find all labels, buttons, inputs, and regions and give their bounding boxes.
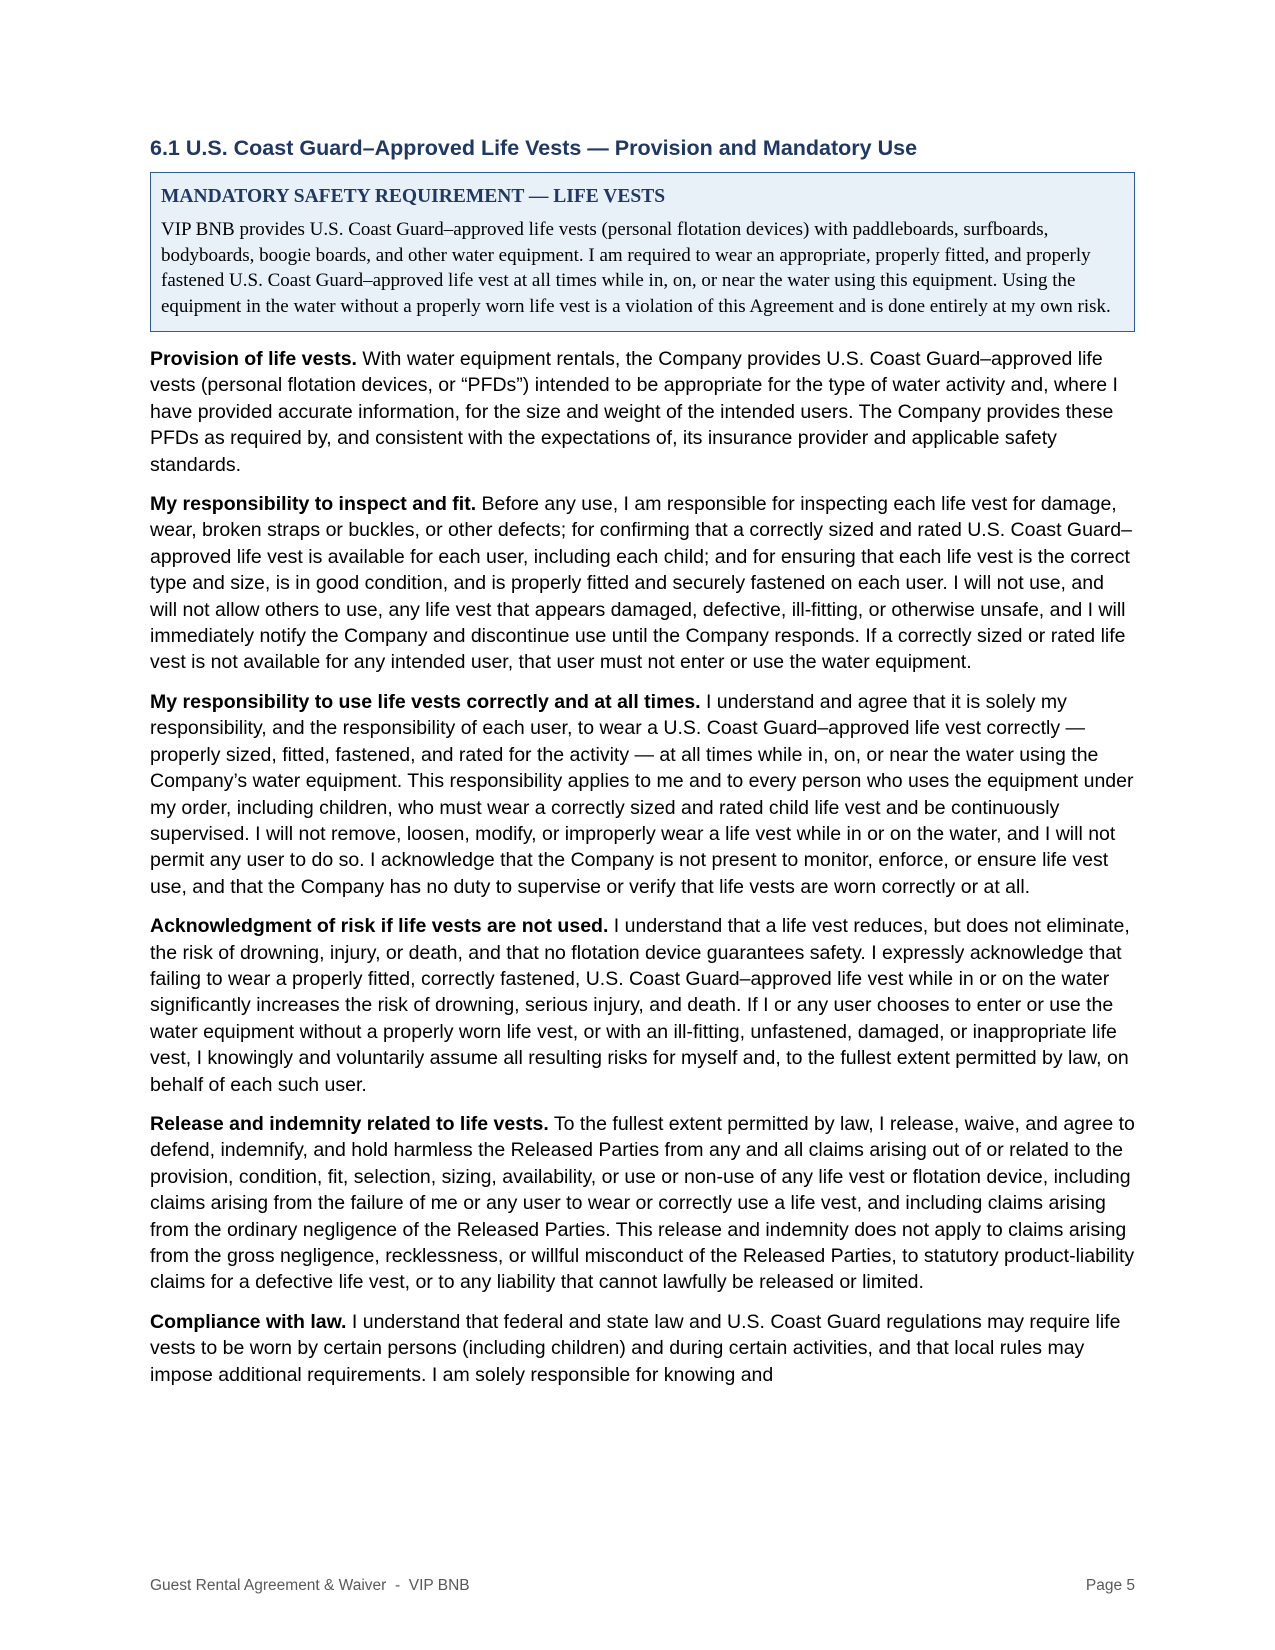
paragraph-use-correctly [150, 689, 1135, 900]
paragraph-lead: Provision of life vests. [150, 348, 357, 370]
paragraph-text: I understand and agree that it is solely my responsibility, and the responsibility of each user, to wear a U.S. Coast Guard–approved life vest correctly — properly sized, fitted, fastened, and rated for the activity — at all times while in, on, or near the water using the Company’s water equipment. This responsibility applies to me and to every person who uses the equipment under my order, including children, who must wear a correctly sized and rated child life vest and be continuously supervised. I will not remove, loosen, modify, or improperly wear a life vest while in or on the water, and I will not permit any user to do so. I acknowledge that the Company is not present to monitor, enforce, or ensure life vest use, and that the Company has no duty to supervise or verify that life vests are worn correctly or at all. [150, 690, 1134, 898]
paragraph-inspect-and-fit [150, 491, 1135, 676]
paragraph-acknowledgment-of-risk [150, 913, 1135, 1098]
footer-page-number: Page 5 [1085, 1577, 1135, 1594]
paragraph-text: To the fullest extent permitted by law, I release, waive, and agree to defend, indemnify, and hold harmless the Released Parties from any and all claims arising out of or related to the provision, condition, fit, selection, sizing, availability, or use or non-use of any life vest or flotation device, including claims arising from the failure of me or any user to wear or correctly use a life vest, and including claims arising from the ordinary negligence of the Released Parties. This release and indemnity does not apply to claims arising from the gross negligence, recklessness, or willful misconduct of the Released Parties, to statutory product-liability claims for a defective life vest, or to any liability that cannot lawfully be released or limited. [150, 1112, 1135, 1294]
paragraph-lead: Compliance with law. [150, 1310, 347, 1333]
page-content [150, 134, 1135, 1388]
paragraph-provision-of-life-vests [150, 346, 1135, 478]
paragraph-lead: Acknowledgment of risk if life vests are not used. [150, 915, 609, 938]
paragraph-release-and-indemnity [150, 1111, 1135, 1296]
paragraph-lead: Release and indemnity related to life vests. [150, 1112, 549, 1135]
paragraph-text: I understand that federal and state law and U.S. Coast Guard regulations may require life vests to be worn by certain persons (including children) and during certain activities, and that local rules may impose additional requirements. I am solely responsible for knowing and [150, 1310, 1121, 1386]
paragraph-text: I understand that a life vest reduces, but does not eliminate, the risk of drowning, injury, or death, and that no flotation device guarantees safety. I expressly acknowledge that failing to wear a properly fitted, correctly fastened, U.S. Coast Guard–approved life vest while in or on the water significantly increases the risk of drowning, serious injury, and death. If I or any user chooses to enter or use the water equipment without a properly worn life vest, or with an ill-fitting, unfastened, damaged, or inappropriate life vest, I knowingly and voluntarily assume all resulting risks for myself and, to the fullest extent permitted by law, on behalf of each such user. [150, 915, 1130, 1096]
callout-text: VIP BNB provides U.S. Coast Guard–approved life vests (personal flotation devices) with paddleboards, surfboards, bodyboards, boogie boards, and other water equipment. I am required to wear an appropriate, properly fitted, and properly fastened U.S. Coast Guard–approved life vest at all times while in, on, or near the water using this equipment. Using the equipment in the water without a properly worn life vest is a violation of this Agreement and is done entirely at my own risk. [161, 219, 1111, 317]
paragraph-text: With water equipment rentals, the Company provides U.S. Coast Guard–approved life vests (personal flotation devices, or “PFDs”) intended to be appropriate for the type of water activity and, where I have provided accurate information, for the size and weight of the intended users. The Company provides these PFDs as required by, and consistent with the expectations of, its insurance provider and applicable safety standards. [150, 348, 1118, 476]
paragraph-lead: My responsibility to inspect and fit. [150, 493, 477, 516]
paragraph-text: Before any use, I am responsible for inspecting each life vest for damage, wear, broken straps or buckles, or other defects; for confirming that a correctly sized and rated U.S. Coast Guard–approved life vest is available for each user, including each child; and for ensuring that each life vest is the correct type and size, is in good condition, and is properly fitted and securely fastened on each user. I will not use, and will not allow others to use, any life vest that appears damaged, defective, ill-fitting, or otherwise unsafe, and I will immediately notify the Company and discontinue use until the Company responds. If a correctly sized or rated life vest is not available for any intended user, that user must not enter or use the water equipment. [150, 493, 1132, 674]
footer-document-title: Guest Rental Agreement & Waiver - VIP BNB [150, 1577, 470, 1594]
safety-callout-box [150, 172, 1135, 332]
paragraph-lead: My responsibility to use life vests correctly and at all times. [150, 690, 701, 713]
paragraph-compliance-with-law [150, 1309, 1135, 1388]
section-heading: 6.1 U.S. Coast Guard–Approved Life Vests — Provision and Mandatory Use [150, 136, 918, 160]
callout-title: MANDATORY SAFETY REQUIREMENT — LIFE VESTS [161, 186, 666, 207]
